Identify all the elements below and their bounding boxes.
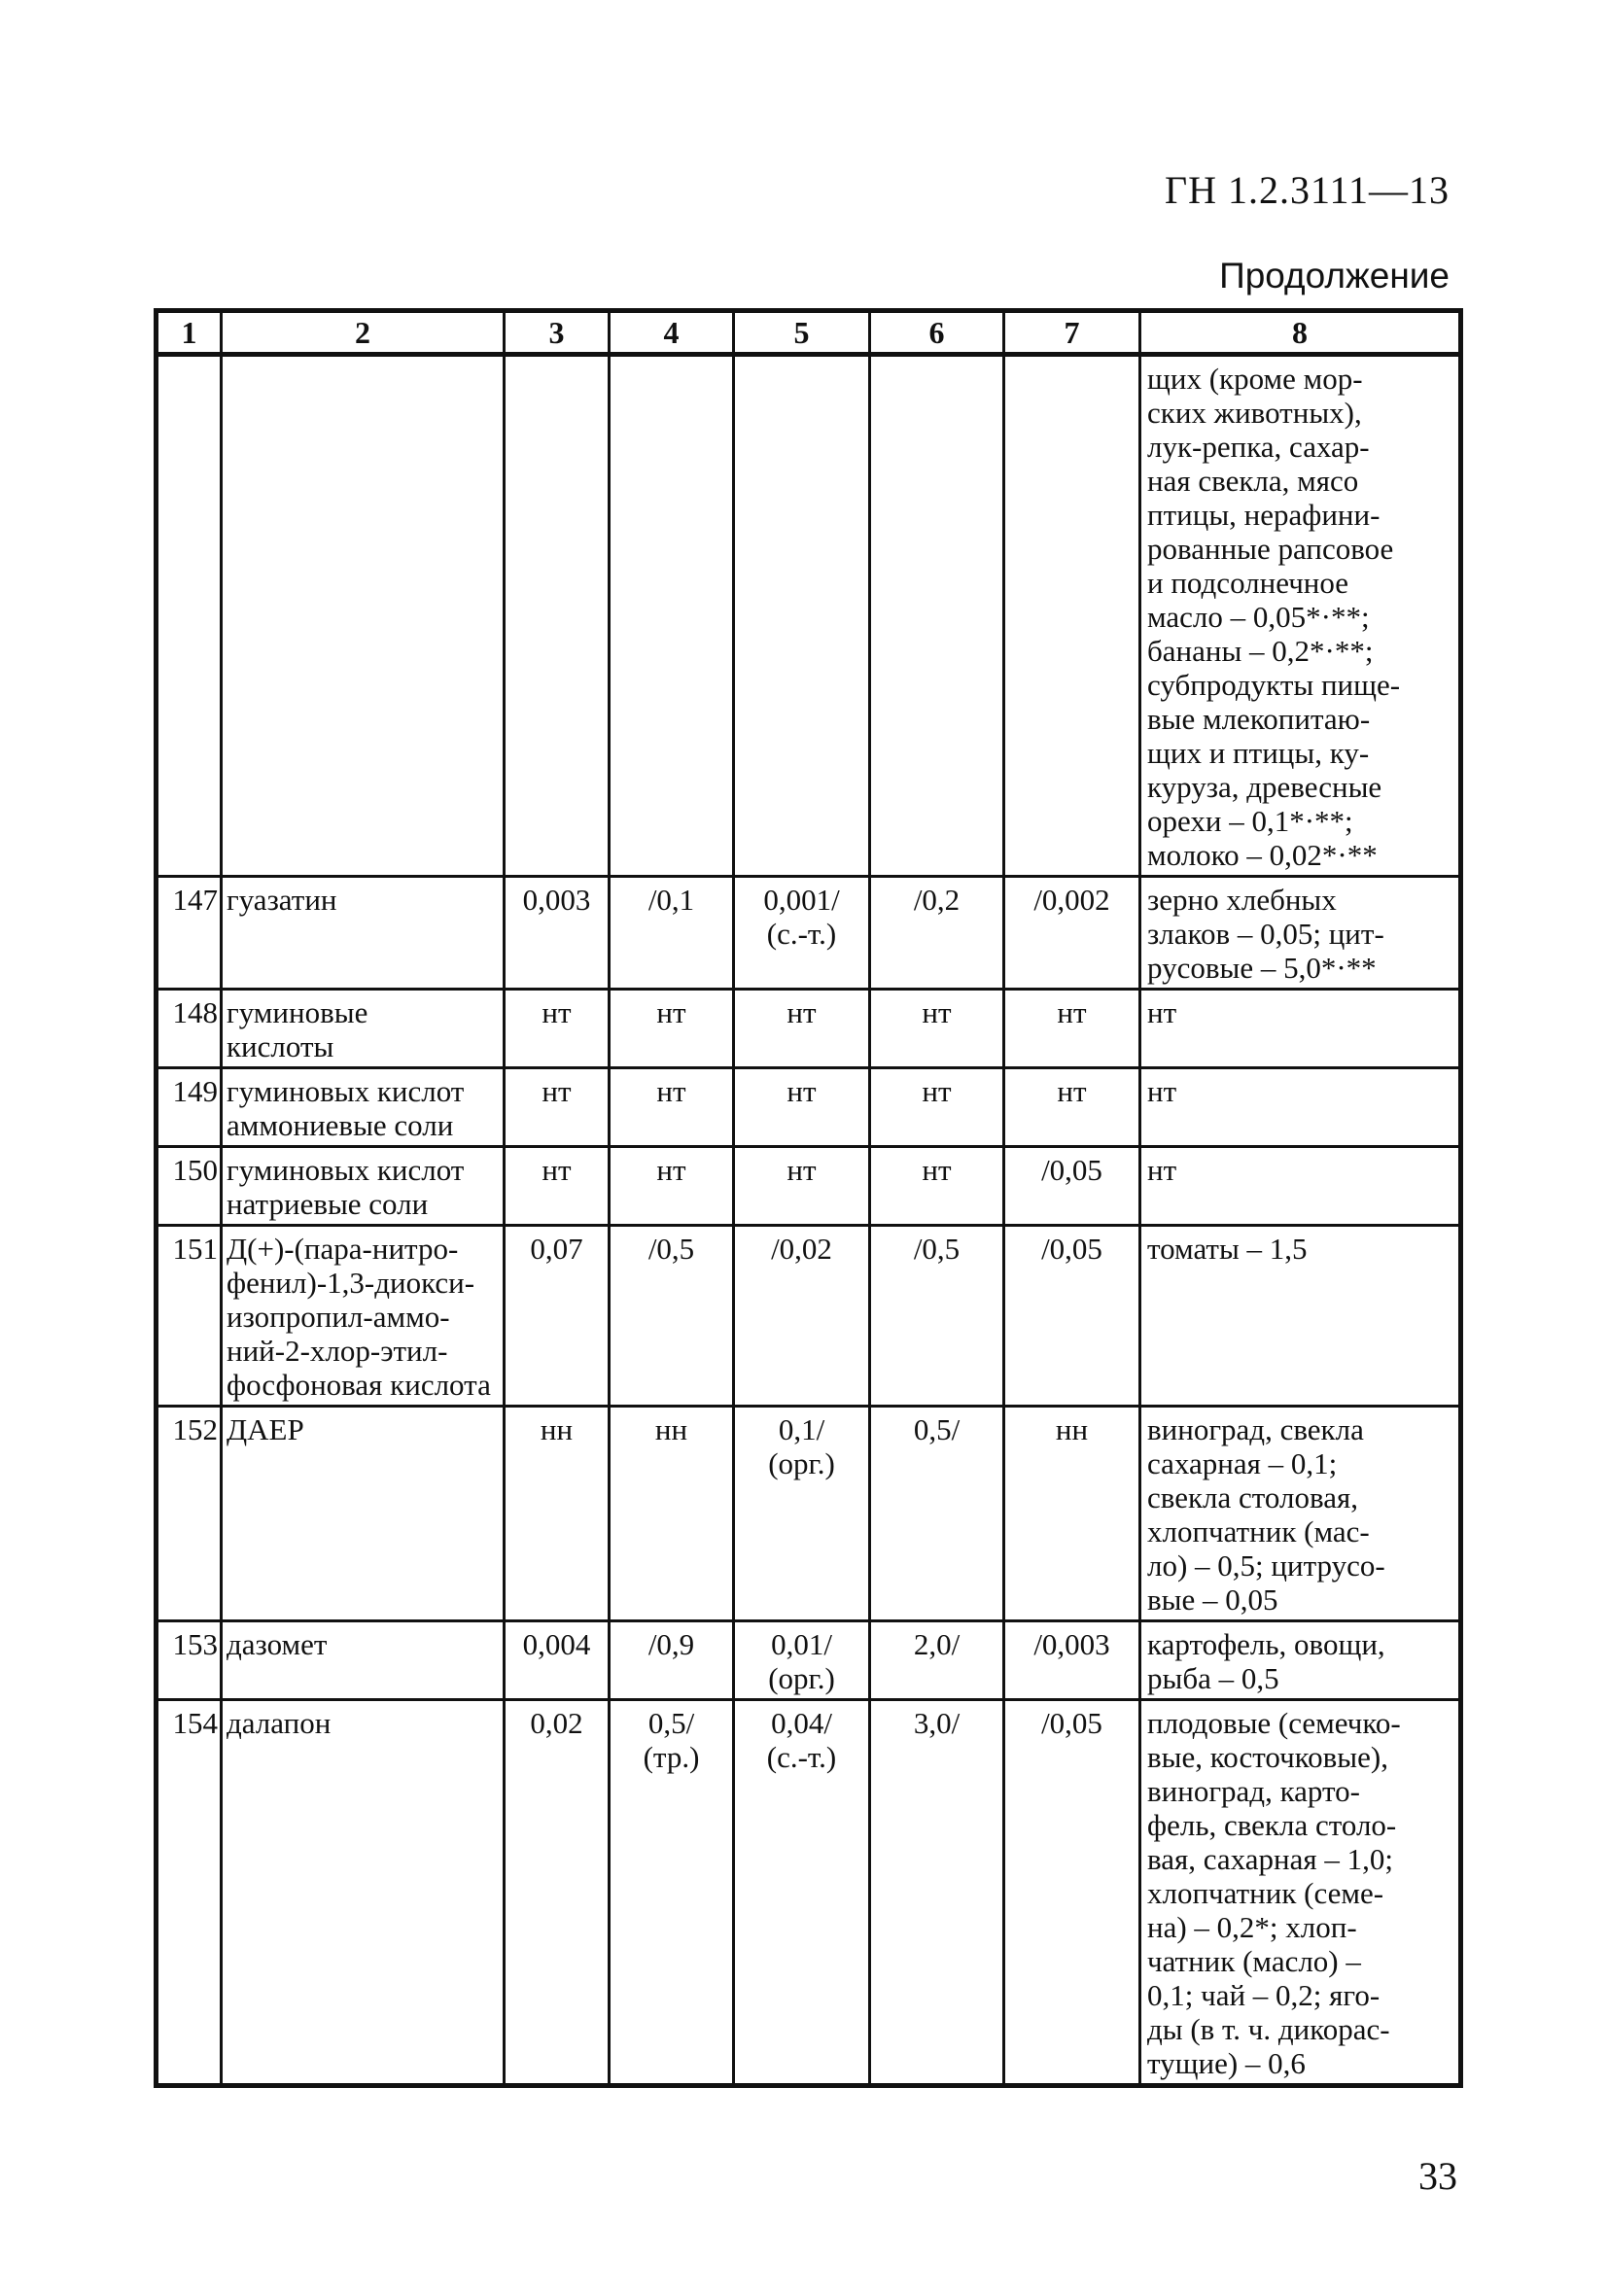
value-col-6-text: нт bbox=[922, 1153, 952, 1187]
value-col-3 bbox=[505, 1407, 610, 1621]
row-number bbox=[157, 1621, 222, 1700]
value-col-4-text: /0,5 bbox=[647, 1232, 695, 1266]
value-col-4 bbox=[610, 990, 734, 1068]
substance-name bbox=[222, 1147, 505, 1226]
table-row bbox=[157, 1147, 1461, 1226]
row-number bbox=[157, 1226, 222, 1407]
residue-levels bbox=[1140, 1226, 1461, 1407]
value-col-4 bbox=[610, 1068, 734, 1147]
value-col-4-text: /0,1 bbox=[647, 883, 695, 917]
residue-levels bbox=[1140, 877, 1461, 990]
row-number-text: 150 bbox=[172, 1153, 218, 1187]
value-col-6 bbox=[870, 1147, 1004, 1226]
residue-levels bbox=[1140, 1407, 1461, 1621]
value-col-5 bbox=[734, 1700, 870, 2086]
column-header: 8 bbox=[1140, 311, 1461, 355]
residue-levels bbox=[1140, 990, 1461, 1068]
residue-levels-text: виноград, свекла сахарная – 0,1; свекла столовая, хлопчатник (мас- ло) – 0,5; цитрусо- вые – 0,05 bbox=[1147, 1412, 1385, 1617]
value-col-6 bbox=[870, 990, 1004, 1068]
value-col-4-text: /0,9 bbox=[647, 1627, 695, 1661]
value-col-4 bbox=[610, 1226, 734, 1407]
value-col-6 bbox=[870, 355, 1004, 877]
residue-levels-text: нт bbox=[1147, 1153, 1177, 1187]
value-col-6 bbox=[870, 1068, 1004, 1147]
value-col-7 bbox=[1004, 990, 1140, 1068]
continuation-label: Продолжение bbox=[1219, 256, 1450, 296]
value-col-4 bbox=[610, 1147, 734, 1226]
residue-levels bbox=[1140, 1068, 1461, 1147]
value-col-5 bbox=[734, 1407, 870, 1621]
substance-name bbox=[222, 1621, 505, 1700]
value-col-4 bbox=[610, 877, 734, 990]
value-col-7 bbox=[1004, 1068, 1140, 1147]
residue-levels bbox=[1140, 1700, 1461, 2086]
value-col-7 bbox=[1004, 1621, 1140, 1700]
residue-levels bbox=[1140, 1621, 1461, 1700]
value-col-3-text: 0,07 bbox=[530, 1232, 583, 1266]
column-header: 4 bbox=[610, 311, 734, 355]
value-col-3 bbox=[505, 1621, 610, 1700]
value-col-7 bbox=[1004, 1700, 1140, 2086]
value-col-5 bbox=[734, 1621, 870, 1700]
table-row bbox=[157, 1621, 1461, 1700]
row-number bbox=[157, 877, 222, 990]
value-col-3 bbox=[505, 877, 610, 990]
row-number-text: 154 bbox=[172, 1706, 218, 1740]
column-header: 3 bbox=[505, 311, 610, 355]
value-col-6 bbox=[870, 1700, 1004, 2086]
value-col-7-text: /0,05 bbox=[1041, 1706, 1102, 1740]
value-col-4-text: нт bbox=[656, 1074, 686, 1108]
residue-levels-text: томаты – 1,5 bbox=[1147, 1232, 1308, 1266]
value-col-4 bbox=[610, 1700, 734, 2086]
value-col-6-text: нт bbox=[922, 995, 952, 1029]
value-col-5-text: 0,01/ (орг.) bbox=[768, 1627, 835, 1695]
residue-levels-text: щих (кроме мор- ских животных), лук-репка, сахар- ная свекла, мясо птицы, нерафини- рованные рапсовое и подсолнечное масло – 0,05*·**; бананы – 0,2*·**; субпродукты пище- вые млекопитаю- щих и птицы, ку- куруза, древесные орехи – 0,1*·**; молоко – 0,02*·** bbox=[1147, 362, 1401, 872]
residue-levels-text: зерно хлебных злаков – 0,05; цит- русовые – 5,0*·** bbox=[1147, 883, 1384, 985]
row-number bbox=[157, 1068, 222, 1147]
value-col-4 bbox=[610, 1621, 734, 1700]
value-col-6 bbox=[870, 877, 1004, 990]
value-col-5-text: 0,1/ (орг.) bbox=[768, 1412, 835, 1480]
table-row bbox=[157, 1068, 1461, 1147]
substance-name bbox=[222, 877, 505, 990]
substances-table bbox=[154, 308, 1463, 2088]
value-col-6-text: 0,5/ bbox=[913, 1412, 961, 1446]
value-col-5-text: нт bbox=[787, 1074, 817, 1108]
substance-name bbox=[222, 1226, 505, 1407]
row-number bbox=[157, 355, 222, 877]
value-col-3-text: 0,004 bbox=[522, 1627, 591, 1661]
document-code: ГН 1.2.3111—13 bbox=[1164, 168, 1450, 212]
value-col-3-text: нт bbox=[542, 995, 572, 1029]
value-col-3-text: нт bbox=[542, 1153, 572, 1187]
value-col-7-text: нн bbox=[1055, 1412, 1089, 1446]
substance-name bbox=[222, 1407, 505, 1621]
value-col-7 bbox=[1004, 877, 1140, 990]
value-col-7-text: нт bbox=[1057, 995, 1087, 1029]
value-col-5-text: нт bbox=[787, 995, 817, 1029]
substance-name bbox=[222, 1068, 505, 1147]
value-col-7-text: /0,003 bbox=[1033, 1627, 1110, 1661]
value-col-7-text: /0,05 bbox=[1041, 1153, 1102, 1187]
value-col-5 bbox=[734, 1226, 870, 1407]
value-col-5 bbox=[734, 990, 870, 1068]
page-number: 33 bbox=[1418, 2154, 1457, 2198]
value-col-5-text: /0,02 bbox=[771, 1232, 832, 1266]
value-col-6-text: /0,5 bbox=[913, 1232, 961, 1266]
value-col-4 bbox=[610, 1407, 734, 1621]
value-col-4-text: 0,5/ (тр.) bbox=[643, 1706, 700, 1774]
value-col-4-text: нн bbox=[654, 1412, 688, 1446]
value-col-3-text: нн bbox=[540, 1412, 574, 1446]
value-col-6 bbox=[870, 1226, 1004, 1407]
table-row bbox=[157, 1407, 1461, 1621]
value-col-4-text: нт bbox=[656, 1153, 686, 1187]
residue-levels-text: картофель, овощи, рыба – 0,5 bbox=[1147, 1627, 1385, 1695]
column-header: 6 bbox=[870, 311, 1004, 355]
residue-levels bbox=[1140, 355, 1461, 877]
value-col-5 bbox=[734, 877, 870, 990]
row-number-text: 152 bbox=[172, 1412, 218, 1446]
residue-levels bbox=[1140, 1147, 1461, 1226]
table-row bbox=[157, 990, 1461, 1068]
value-col-7 bbox=[1004, 355, 1140, 877]
value-col-5 bbox=[734, 1147, 870, 1226]
value-col-3 bbox=[505, 1147, 610, 1226]
value-col-5-text: 0,04/ (с.-т.) bbox=[766, 1706, 837, 1774]
value-col-6-text: 3,0/ bbox=[913, 1706, 961, 1740]
substance-name-text: гуминовых кислот аммониевые соли bbox=[227, 1074, 465, 1142]
row-number bbox=[157, 1407, 222, 1621]
value-col-7 bbox=[1004, 1407, 1140, 1621]
residue-levels-text: нт bbox=[1147, 1074, 1177, 1108]
substance-name bbox=[222, 355, 505, 877]
substance-name-text: Д(+)-(пара-нитро- фенил)-1,3-диокси- изопропил-аммо- ний-2-хлор-этил- фосфоновая кислота bbox=[227, 1232, 491, 1402]
value-col-5-text: 0,001/ (с.-т.) bbox=[763, 883, 840, 951]
value-col-7-text: нт bbox=[1057, 1074, 1087, 1108]
substance-name-text: далапон bbox=[227, 1706, 332, 1740]
value-col-4-text: нт bbox=[656, 995, 686, 1029]
value-col-3-text: 0,003 bbox=[522, 883, 591, 917]
value-col-3 bbox=[505, 1700, 610, 2086]
row-number-text: 149 bbox=[172, 1074, 218, 1108]
row-number-text: 153 bbox=[172, 1627, 218, 1661]
table-header-row bbox=[157, 311, 1461, 355]
substance-name-text: гуминовых кислот натриевые соли bbox=[227, 1153, 465, 1221]
substance-name-text: гуазатин bbox=[227, 883, 337, 917]
value-col-3-text: нт bbox=[542, 1074, 572, 1108]
row-number-text: 147 bbox=[172, 883, 218, 917]
value-col-3 bbox=[505, 355, 610, 877]
row-number-text: 151 bbox=[172, 1232, 218, 1266]
column-header: 2 bbox=[222, 311, 505, 355]
value-col-3 bbox=[505, 1068, 610, 1147]
row-number bbox=[157, 1700, 222, 2086]
value-col-7 bbox=[1004, 1226, 1140, 1407]
value-col-7-text: /0,002 bbox=[1033, 883, 1110, 917]
residue-levels-text: плодовые (семечко- вые, косточковые), виноград, карто- фель, свекла столо- вая, сахарная – 1,0; хлопчатник (семе- на) – 0,2*; хлоп- чатник (масло) – 0,1; чай – 0,2; яго- ды (в т. ч. дикорас- тущие) – 0,6 bbox=[1147, 1706, 1401, 2080]
value-col-5-text: нт bbox=[787, 1153, 817, 1187]
table-row bbox=[157, 1226, 1461, 1407]
value-col-5 bbox=[734, 1068, 870, 1147]
value-col-6-text: нт bbox=[922, 1074, 952, 1108]
value-col-5 bbox=[734, 355, 870, 877]
row-number bbox=[157, 1147, 222, 1226]
column-header: 5 bbox=[734, 311, 870, 355]
residue-levels-text: нт bbox=[1147, 995, 1177, 1029]
value-col-6 bbox=[870, 1621, 1004, 1700]
value-col-3 bbox=[505, 1226, 610, 1407]
value-col-7 bbox=[1004, 1147, 1140, 1226]
table-row bbox=[157, 877, 1461, 990]
value-col-6-text: /0,2 bbox=[913, 883, 961, 917]
substance-name-text: ДАЕР bbox=[227, 1412, 304, 1446]
row-number-text: 148 bbox=[172, 995, 218, 1029]
substance-name bbox=[222, 1700, 505, 2086]
value-col-3 bbox=[505, 990, 610, 1068]
value-col-6-text: 2,0/ bbox=[913, 1627, 961, 1661]
table-row bbox=[157, 355, 1461, 877]
value-col-4 bbox=[610, 355, 734, 877]
column-header: 7 bbox=[1004, 311, 1140, 355]
substance-name-text: дазомет bbox=[227, 1627, 328, 1661]
column-header: 1 bbox=[157, 311, 222, 355]
value-col-6 bbox=[870, 1407, 1004, 1621]
substance-name-text: гуминовые кислоты bbox=[227, 995, 368, 1063]
value-col-3-text: 0,02 bbox=[530, 1706, 583, 1740]
substance-name bbox=[222, 990, 505, 1068]
value-col-7-text: /0,05 bbox=[1041, 1232, 1102, 1266]
row-number bbox=[157, 990, 222, 1068]
table-row bbox=[157, 1700, 1461, 2086]
